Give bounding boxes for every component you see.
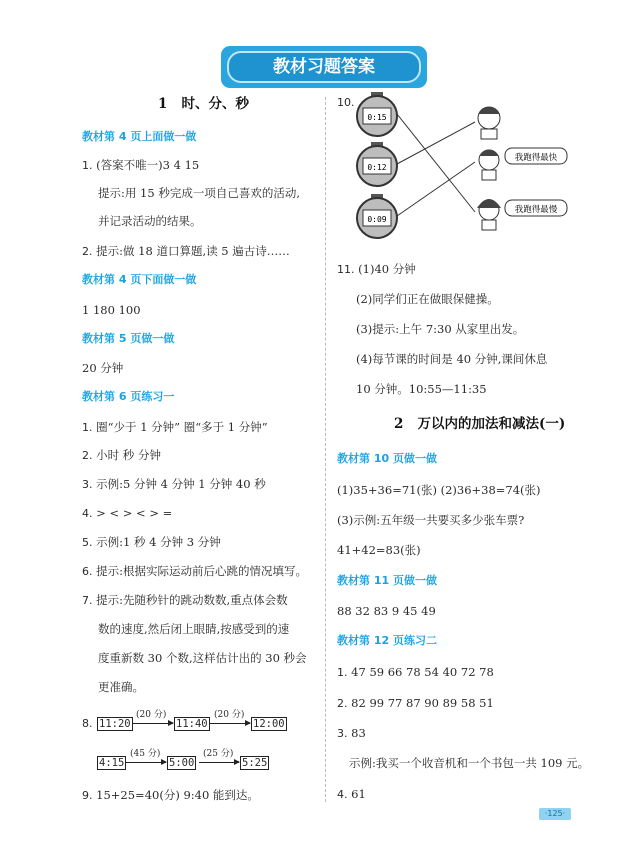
arrow-icon [199,762,239,763]
arrow-icon [210,723,250,724]
duration-label: (45 分) [130,749,161,759]
item-number: 4. [82,507,93,520]
answer-line [337,262,416,277]
column-divider [325,97,326,802]
answer-text: (1)40 分钟 [358,262,416,276]
answer-line: (3)示例:五年级一共要买多少张车票? [337,513,525,527]
watch-reading: 0:09 [367,215,387,224]
duration-label: (25 分) [203,749,234,759]
answer-text: 82 99 77 87 90 89 58 51 [351,696,494,710]
item-number: 11. [337,263,355,276]
answer-line [82,244,290,259]
chapter2-title: 万以内的加法和减法(一) [417,416,566,432]
answer-line [337,787,366,802]
section-heading: 教材第 4 页下面做一做 [82,273,197,286]
item-number: 3. [337,727,348,740]
child-icon [478,107,500,139]
child-icon [477,199,501,230]
section-heading: 教材第 5 页做一做 [82,332,175,345]
answer-text: 83 [351,726,366,740]
section-heading: 教材第 4 页上面做一做 [82,130,197,143]
title-banner [221,46,427,88]
answer-line [82,788,259,803]
duration-label: (20 分) [136,710,167,720]
item-number: 8. [82,717,93,730]
speech-bubble [505,148,567,164]
answer-line [82,535,221,550]
time-box: 12:00 [253,718,285,730]
answer-text: 小时 秒 分钟 [96,448,161,462]
item-number: 2. [337,697,348,710]
stopwatch-icon [357,194,397,238]
answer-line: 10 分钟。10:55—11:35 [356,382,487,396]
item-number: 1. [82,421,93,434]
answer-line: (2)同学们正在做眼保健操。 [356,292,499,306]
item-number: 4. [337,788,348,801]
answer-line: (3)提示:上午 7:30 从家里出发。 [356,322,525,336]
answer-line: 41+42=83(张) [337,543,421,557]
answer-text: 示例:1 秒 4 分钟 3 分钟 [96,535,221,549]
stopwatch-icon [357,92,397,136]
answer-line: 88 32 83 9 45 49 [337,604,436,618]
time-box: 4:15 [99,757,125,769]
answer-line: (4)每节课的时间是 40 分钟,课间休息 [356,352,548,366]
answer-line [337,726,366,741]
chapter1-title: 时、分、秒 [181,96,250,112]
answer-line [82,420,268,435]
answer-text: 61 [351,787,366,801]
answer-line: 度重新数 30 个数,这样估计出的 30 秒会 [98,651,307,665]
answer-text: 提示:根据实际运动前后心跳的情况填写。 [96,564,308,578]
matching-illustration [355,92,585,252]
item-number: 5. [82,536,93,549]
hint-line: 并记录活动的结果。 [98,214,202,228]
answer-line [337,696,494,711]
chapter2-heading [394,417,565,431]
hint-line: 提示:用 15 秒完成一项自己喜欢的活动, [98,186,300,200]
arrow-icon [126,762,166,763]
section-heading: 教材第 6 页练习一 [82,390,175,403]
section-heading: 教材第 10 页做一做 [337,452,437,465]
answer-line: 1 180 100 [82,303,141,317]
item-number: 2. [82,245,93,258]
answer-text: 15+25=40(分) 9:40 能到达。 [96,788,259,802]
time-box: 5:00 [169,757,195,769]
item-number: 7. [82,594,93,607]
answer-text: 47 59 66 78 54 40 72 78 [351,665,494,679]
answer-line: 更准确。 [98,680,144,694]
answer-line [337,665,494,680]
watch-reading: 0:12 [367,163,387,172]
chapter2-number: 2 [394,416,404,432]
banner-title: 教材习题答案 [227,51,421,83]
speech-bubble [505,200,567,216]
answer-text: 提示:先随秒针的跳动数数,重点体会数 [96,593,288,607]
time-box: 11:20 [99,718,131,730]
answer-line [82,477,266,492]
answer-line: 示例:我买一个收音机和一个书包一共 109 元。 [349,756,590,770]
answer-line: (1)35+36=71(张) (2)36+38=74(张) [337,483,541,497]
answer-text: 示例:5 分钟 4 分钟 1 分钟 40 秒 [96,477,266,491]
answer-line: 数的速度,然后闭上眼睛,按感受到的速 [98,622,290,636]
answer-line [82,593,288,608]
stopwatch-icon [357,142,397,186]
bubble-text: 我跑得最快 [514,153,558,163]
bubble-text: 我跑得最慢 [514,205,558,215]
answer-text: 圈“少于 1 分钟” 圈“多于 1 分钟” [96,420,268,434]
answer-line [82,564,307,579]
item-number: 1. [82,159,93,172]
page-number: ·125· [539,808,571,820]
child-icon [479,150,499,181]
arrow-icon [133,723,173,724]
answer-line: 20 分钟 [82,361,124,375]
time-box: 5:25 [242,757,268,769]
section-heading: 教材第 11 页做一做 [337,574,437,587]
item-number: 10. [337,96,355,109]
time-box: 11:40 [176,718,208,730]
answer-text: > < > < > = [96,506,173,520]
item-number: 6. [82,565,93,578]
chapter1-heading [158,97,249,111]
answer-text: (答案不唯一)3 4 15 [96,158,200,172]
item-number: 3. [82,478,93,491]
duration-label: (20 分) [214,710,245,720]
answer-text: 提示:做 18 道口算题,读 5 遍古诗…… [96,244,290,258]
answer-line [82,158,199,173]
item-number: 2. [82,449,93,462]
section-heading: 教材第 12 页练习二 [337,634,437,647]
chapter1-number: 1 [158,96,168,112]
watch-reading: 0:15 [367,113,387,122]
answer-line [82,448,161,463]
item-number: 1. [337,666,348,679]
item-number: 9. [82,789,93,802]
answer-line [82,506,172,521]
